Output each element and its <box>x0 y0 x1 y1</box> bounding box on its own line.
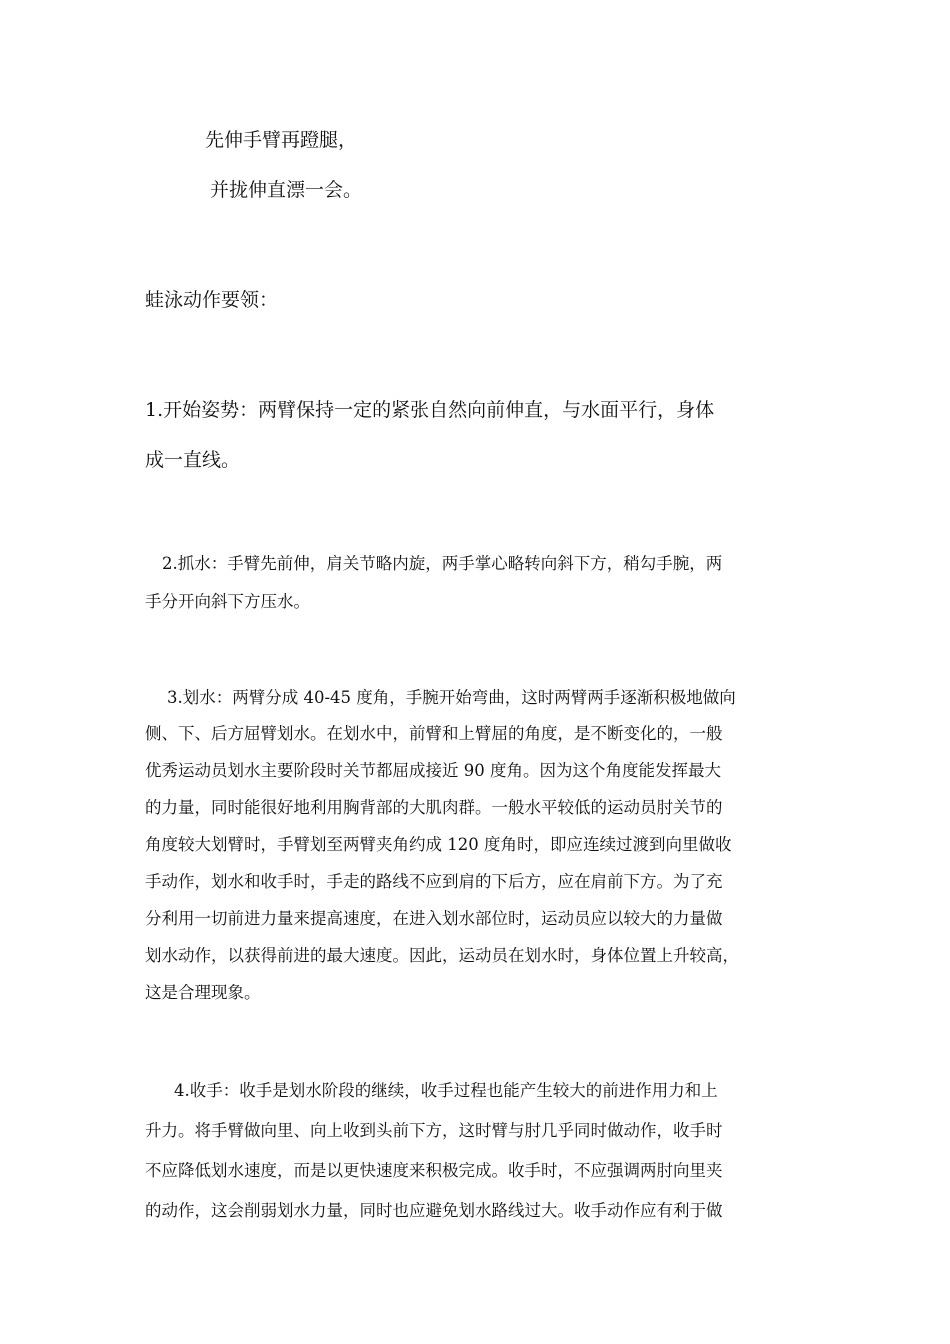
section4-line-3: 不应降低划水速度，而是以更快速度来积极完成。收手时，不应强调两肘向里夹 <box>145 1161 723 1180</box>
poem-line-1: 先伸手臂再蹬腿， <box>205 129 358 151</box>
section3-line-9: 这是合理现象。 <box>145 983 261 1002</box>
section2-line-2: 手分开向斜下方压水。 <box>145 592 310 611</box>
section-heading: 蛙泳动作要领： <box>145 289 279 311</box>
section2-line-1: 2.抓水：手臂先前伸，肩关节略内旋，两手掌心略转向斜下方，稍勾手腕，两 <box>162 554 723 573</box>
section3-line-7: 分利用一切前进力量来提高速度，在进入划水部位时，运动员应以较大的力量做 <box>145 909 723 928</box>
poem-line-2: 并拢伸直漂一会。 <box>210 179 363 201</box>
section3-line-2: 侧、下、后方屈臂划水。在划水中，前臂和上臂屈的角度，是不断变化的，一般 <box>145 724 723 743</box>
section4-line-4: 的动作，这会削弱划水力量，同时也应避免划水路线过大。收手动作应有利于做 <box>145 1201 723 1220</box>
section1-line-2: 成一直线。 <box>145 449 241 471</box>
section4-line-1: 4.收手：收手是划水阶段的继续，收手过程也能产生较大的前进作用力和上 <box>174 1081 718 1100</box>
section3-line-4: 的力量，同时能很好地利用胸背部的大肌肉群。一般水平较低的运动员肘关节的 <box>145 798 723 817</box>
section3-line-5: 角度较大划臂时，手臂划至两臂夹角约成 120 度角时，即应连续过渡到向里做收 <box>145 835 732 854</box>
section3-line-6: 手动作，划水和收手时，手走的路线不应到肩的下后方，应在肩前下方。为了充 <box>145 872 723 891</box>
section3-line-1: 3.划水：两臂分成 40-45 度角，手腕开始弯曲，这时两臂两手逐渐积极地做向 <box>167 688 736 707</box>
section3-line-8: 划水动作，以获得前进的最大速度。因此，运动员在划水时，身体位置上升较高， <box>145 946 739 965</box>
section4-line-2: 升力。将手臂做向里、向上收到头前下方，这时臂与肘几乎同时做动作，收手时 <box>145 1121 723 1140</box>
section3-line-3: 优秀运动员划水主要阶段时关节都屈成接近 90 度角。因为这个角度能发挥最大 <box>145 761 721 780</box>
section1-line-1: 1.开始姿势：两臂保持一定的紧张自然向前伸直，与水面平行，身体 <box>145 399 715 421</box>
